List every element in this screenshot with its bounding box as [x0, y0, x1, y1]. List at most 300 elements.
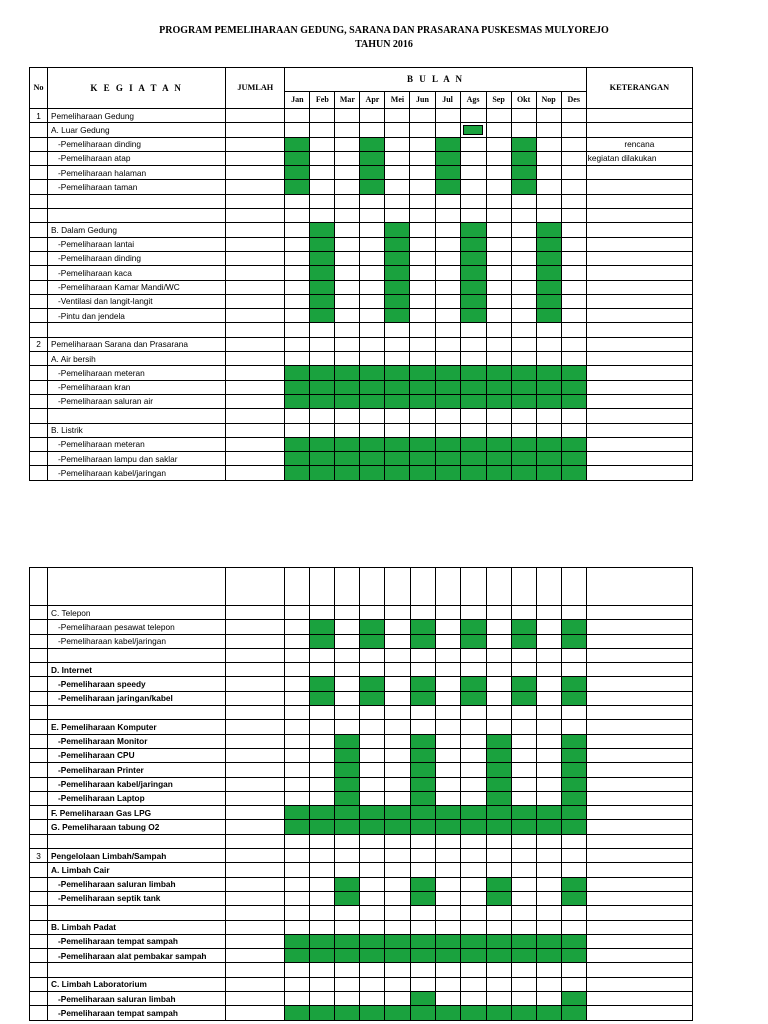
jumlah-cell [226, 1006, 285, 1020]
month-cell [511, 648, 536, 662]
month-cell [335, 166, 360, 180]
month-cell [511, 663, 536, 677]
month-header-des: Des [561, 92, 586, 109]
month-cell [310, 337, 335, 351]
keterangan-cell [586, 309, 692, 323]
scheduled-cell-ags [460, 691, 486, 705]
scheduled-cell-jun [410, 806, 435, 820]
month-cell [536, 409, 561, 423]
scheduled-cell-mar [335, 1006, 360, 1020]
month-cell [511, 409, 536, 423]
month-cell [360, 963, 385, 977]
month-cell [435, 734, 460, 748]
row-number [30, 437, 48, 451]
scheduled-cell-des [561, 891, 586, 905]
month-cell [486, 863, 511, 877]
month-cell [435, 834, 460, 848]
scheduled-cell-des [561, 677, 586, 691]
scheduled-cell-okt [511, 380, 536, 394]
month-cell [310, 180, 335, 194]
month-cell [486, 720, 511, 734]
activity-label: Pengelolaan Limbah/Sampah [48, 849, 226, 863]
scheduled-cell-jul [435, 466, 460, 480]
row-number [30, 223, 48, 237]
month-cell [310, 992, 335, 1006]
month-cell [536, 194, 561, 208]
scheduled-cell-ags [460, 820, 486, 834]
month-cell [561, 606, 586, 620]
keterangan-cell [586, 720, 692, 734]
month-cell [285, 706, 310, 720]
month-cell [536, 963, 561, 977]
month-cell [435, 634, 460, 648]
month-cell [360, 294, 385, 308]
month-cell [360, 748, 385, 762]
month-cell [410, 280, 435, 294]
activity-label: -Pemeliharaan speedy [48, 677, 226, 691]
month-cell [536, 863, 561, 877]
month-cell [486, 963, 511, 977]
scheduled-cell-jun [410, 949, 435, 963]
month-cell [285, 294, 310, 308]
table2-row [30, 934, 693, 948]
month-cell [285, 748, 310, 762]
row-number [30, 806, 48, 820]
month-cell [536, 877, 561, 891]
month-cell [561, 352, 586, 366]
month-cell [511, 309, 536, 323]
jumlah-cell [226, 849, 285, 863]
jumlah-cell [226, 166, 285, 180]
month-cell [486, 920, 511, 934]
activity-label: A. Air bersih [48, 352, 226, 366]
scheduled-cell-jan [285, 466, 310, 480]
scheduled-cell-ags [460, 380, 486, 394]
month-cell [335, 352, 360, 366]
blank-header-row [30, 568, 693, 606]
month-cell [561, 849, 586, 863]
scheduled-cell-mar [335, 366, 360, 380]
row-number [30, 677, 48, 691]
activity-label: -Pemeliharaan kran [48, 380, 226, 394]
month-cell [360, 906, 385, 920]
month-cell [335, 280, 360, 294]
month-cell [460, 209, 486, 223]
month-cell [435, 423, 460, 437]
month-cell [310, 706, 335, 720]
month-cell [435, 294, 460, 308]
month-cell [285, 877, 310, 891]
table1-row [30, 209, 693, 223]
jumlah-cell [226, 180, 285, 194]
keterangan-cell [586, 634, 692, 648]
month-cell [385, 691, 410, 705]
month-cell [335, 337, 360, 351]
keterangan-cell [586, 123, 692, 137]
month-cell [460, 706, 486, 720]
month-cell [561, 194, 586, 208]
month-cell [410, 294, 435, 308]
month-cell [410, 849, 435, 863]
scheduled-cell-sep [486, 394, 511, 408]
month-cell [360, 266, 385, 280]
keterangan-cell [586, 663, 692, 677]
month-cell [285, 337, 310, 351]
month-cell [511, 748, 536, 762]
keterangan-cell [586, 791, 692, 805]
month-cell [435, 663, 460, 677]
month-cell [360, 791, 385, 805]
month-cell [460, 906, 486, 920]
table2-row [30, 763, 693, 777]
scheduled-cell-jun [410, 366, 435, 380]
table1-row [30, 309, 693, 323]
month-cell [536, 720, 561, 734]
scheduled-cell-feb [310, 934, 335, 948]
table1-row [30, 223, 693, 237]
row-number [30, 409, 48, 423]
month-cell [360, 323, 385, 337]
month-cell [536, 352, 561, 366]
month-cell [410, 151, 435, 165]
scheduled-cell-feb [310, 452, 335, 466]
table2-row [30, 863, 693, 877]
scheduled-cell-nop [536, 266, 561, 280]
activity-label: -Pemeliharaan alat pembakar sampah [48, 949, 226, 963]
month-cell [435, 748, 460, 762]
month-cell [511, 223, 536, 237]
row-number [30, 734, 48, 748]
scheduled-cell-jul [435, 437, 460, 451]
row-number: 3 [30, 849, 48, 863]
table1-row [30, 437, 693, 451]
month-cell [460, 891, 486, 905]
month-cell [385, 992, 410, 1006]
month-cell [460, 920, 486, 934]
keterangan-cell [586, 863, 692, 877]
month-cell [561, 109, 586, 123]
table1-row [30, 166, 693, 180]
month-cell [410, 166, 435, 180]
jumlah-cell [226, 137, 285, 151]
keterangan-cell [586, 763, 692, 777]
month-cell [486, 634, 511, 648]
scheduled-cell-mar [335, 820, 360, 834]
legend-marker-icon [463, 125, 483, 135]
scheduled-cell-apr [360, 934, 385, 948]
month-cell [536, 849, 561, 863]
scheduled-cell-des [561, 934, 586, 948]
table2-row [30, 691, 693, 705]
month-cell [511, 123, 536, 137]
month-cell [460, 834, 486, 848]
scheduled-cell-mei [385, 820, 410, 834]
month-cell [310, 109, 335, 123]
scheduled-cell-feb [310, 677, 335, 691]
scheduled-cell-des [561, 777, 586, 791]
month-header-feb: Feb [310, 92, 335, 109]
scheduled-cell-ags [460, 366, 486, 380]
table2-row [30, 791, 693, 805]
jumlah-cell [226, 949, 285, 963]
scheduled-cell-mar [335, 763, 360, 777]
month-cell [536, 109, 561, 123]
month-cell [561, 266, 586, 280]
month-cell [486, 180, 511, 194]
month-cell [435, 763, 460, 777]
scheduled-cell-nop [536, 452, 561, 466]
table1-row [30, 452, 693, 466]
month-cell [285, 209, 310, 223]
scheduled-cell-ags [460, 634, 486, 648]
scheduled-cell-feb [310, 466, 335, 480]
keterangan-cell [586, 180, 692, 194]
month-cell [460, 748, 486, 762]
month-cell [310, 906, 335, 920]
scheduled-cell-mei [385, 949, 410, 963]
month-cell [285, 423, 310, 437]
scheduled-cell-mar [335, 949, 360, 963]
scheduled-cell-jun [410, 748, 435, 762]
month-cell [385, 677, 410, 691]
jumlah-cell [226, 266, 285, 280]
scheduled-cell-okt [511, 820, 536, 834]
activity-label: -Pemeliharaan Kamar Mandi/WC [48, 280, 226, 294]
month-cell [536, 977, 561, 991]
month-cell [285, 677, 310, 691]
scheduled-cell-jul [435, 380, 460, 394]
month-cell [385, 166, 410, 180]
scheduled-cell-apr [360, 166, 385, 180]
table1-row [30, 380, 693, 394]
scheduled-cell-feb [310, 949, 335, 963]
scheduled-cell-sep [486, 1006, 511, 1020]
month-cell [310, 648, 335, 662]
month-cell [410, 137, 435, 151]
scheduled-cell-mei [385, 251, 410, 265]
scheduled-cell-feb [310, 691, 335, 705]
month-cell [410, 648, 435, 662]
jumlah-cell [226, 151, 285, 165]
scheduled-cell-feb [310, 806, 335, 820]
row-number [30, 706, 48, 720]
scheduled-cell-feb [310, 437, 335, 451]
month-header-mar: Mar [335, 92, 360, 109]
month-cell [486, 691, 511, 705]
jumlah-cell [226, 251, 285, 265]
month-cell [486, 294, 511, 308]
table2-row [30, 1006, 693, 1020]
month-cell [511, 194, 536, 208]
month-cell [435, 863, 460, 877]
month-cell [561, 720, 586, 734]
scheduled-cell-nop [536, 223, 561, 237]
header-kegiatan: K E G I A T A N [48, 68, 226, 109]
scheduled-cell-jan [285, 820, 310, 834]
month-cell [511, 791, 536, 805]
scheduled-cell-jul [435, 166, 460, 180]
row-number [30, 606, 48, 620]
month-cell [561, 223, 586, 237]
scheduled-cell-okt [511, 691, 536, 705]
month-cell [561, 123, 586, 137]
keterangan-cell [586, 820, 692, 834]
scheduled-cell-ags [460, 394, 486, 408]
month-cell [435, 352, 460, 366]
row-number [30, 380, 48, 394]
month-cell [310, 877, 335, 891]
table2-row [30, 963, 693, 977]
month-cell [435, 266, 460, 280]
activity-label: D. Internet [48, 663, 226, 677]
scheduled-cell-jul [435, 806, 460, 820]
month-cell [335, 691, 360, 705]
keterangan-cell [586, 748, 692, 762]
month-cell [385, 151, 410, 165]
month-cell [435, 209, 460, 223]
month-cell [486, 620, 511, 634]
month-cell [285, 777, 310, 791]
scheduled-cell-feb [310, 1006, 335, 1020]
scheduled-cell-apr [360, 820, 385, 834]
month-cell [460, 734, 486, 748]
month-cell [486, 137, 511, 151]
activity-label: -Pemeliharaan Laptop [48, 791, 226, 805]
month-cell [536, 691, 561, 705]
table1-row [30, 137, 693, 151]
scheduled-cell-jan [285, 452, 310, 466]
jumlah-cell [226, 323, 285, 337]
month-cell [360, 863, 385, 877]
month-cell [536, 209, 561, 223]
header-keterangan: KETERANGAN [586, 68, 692, 109]
month-cell [335, 849, 360, 863]
keterangan-cell [586, 452, 692, 466]
activity-label: -Ventilasi dan langit-langit [48, 294, 226, 308]
scheduled-cell-des [561, 820, 586, 834]
row-number: 1 [30, 109, 48, 123]
table2-row [30, 949, 693, 963]
scheduled-cell-des [561, 949, 586, 963]
month-cell [435, 877, 460, 891]
jumlah-cell [226, 663, 285, 677]
month-cell [511, 423, 536, 437]
month-cell [561, 706, 586, 720]
month-cell [385, 849, 410, 863]
month-cell [486, 706, 511, 720]
row-number [30, 992, 48, 1006]
jumlah-cell [226, 834, 285, 848]
month-cell [360, 280, 385, 294]
month-cell [435, 337, 460, 351]
scheduled-cell-mei [385, 294, 410, 308]
keterangan-cell [586, 1006, 692, 1020]
month-cell [410, 906, 435, 920]
month-cell [285, 323, 310, 337]
scheduled-cell-mar [335, 452, 360, 466]
month-cell [460, 791, 486, 805]
month-cell [335, 648, 360, 662]
month-cell [360, 423, 385, 437]
row-number [30, 237, 48, 251]
month-cell [410, 423, 435, 437]
month-cell [360, 606, 385, 620]
month-cell [335, 706, 360, 720]
scheduled-cell-apr [360, 949, 385, 963]
month-cell [410, 123, 435, 137]
month-cell [410, 109, 435, 123]
month-cell [486, 166, 511, 180]
month-cell [310, 663, 335, 677]
scheduled-cell-apr [360, 151, 385, 165]
scheduled-cell-des [561, 992, 586, 1006]
jumlah-cell [226, 409, 285, 423]
jumlah-cell [226, 223, 285, 237]
month-cell [536, 137, 561, 151]
month-cell [360, 223, 385, 237]
activity-label: -Pemeliharaan lantai [48, 237, 226, 251]
scheduled-cell-okt [511, 466, 536, 480]
scheduled-cell-des [561, 394, 586, 408]
month-cell [360, 209, 385, 223]
row-number [30, 452, 48, 466]
scheduled-cell-jan [285, 949, 310, 963]
activity-label: -Pemeliharaan jaringan/kabel [48, 691, 226, 705]
month-cell [410, 606, 435, 620]
scheduled-cell-sep [486, 934, 511, 948]
keterangan-cell [586, 409, 692, 423]
month-header-jun: Jun [410, 92, 435, 109]
month-cell [360, 648, 385, 662]
month-cell [335, 606, 360, 620]
activity-label: -Pemeliharaan pesawat telepon [48, 620, 226, 634]
month-cell [335, 237, 360, 251]
month-cell [285, 606, 310, 620]
month-cell [335, 151, 360, 165]
month-cell [486, 194, 511, 208]
jumlah-cell [226, 337, 285, 351]
table1-row [30, 394, 693, 408]
keterangan-cell [586, 366, 692, 380]
month-cell [460, 409, 486, 423]
keterangan-cell [586, 209, 692, 223]
scheduled-cell-jun [410, 1006, 435, 1020]
month-cell [310, 791, 335, 805]
month-cell [385, 634, 410, 648]
month-cell [511, 992, 536, 1006]
month-cell [310, 891, 335, 905]
month-cell [385, 720, 410, 734]
row-number [30, 663, 48, 677]
month-cell [310, 194, 335, 208]
table2-row [30, 877, 693, 891]
scheduled-cell-jan [285, 180, 310, 194]
scheduled-cell-ags [460, 1006, 486, 1020]
month-cell [335, 309, 360, 323]
month-cell [285, 834, 310, 848]
scheduled-cell-sep [486, 437, 511, 451]
month-cell [486, 352, 511, 366]
table2-row [30, 977, 693, 991]
row-number [30, 166, 48, 180]
month-cell [486, 992, 511, 1006]
keterangan-cell [586, 734, 692, 748]
month-cell [536, 123, 561, 137]
month-cell [536, 906, 561, 920]
month-cell [385, 748, 410, 762]
month-header-jul: Jul [435, 92, 460, 109]
scheduled-cell-ags [460, 294, 486, 308]
